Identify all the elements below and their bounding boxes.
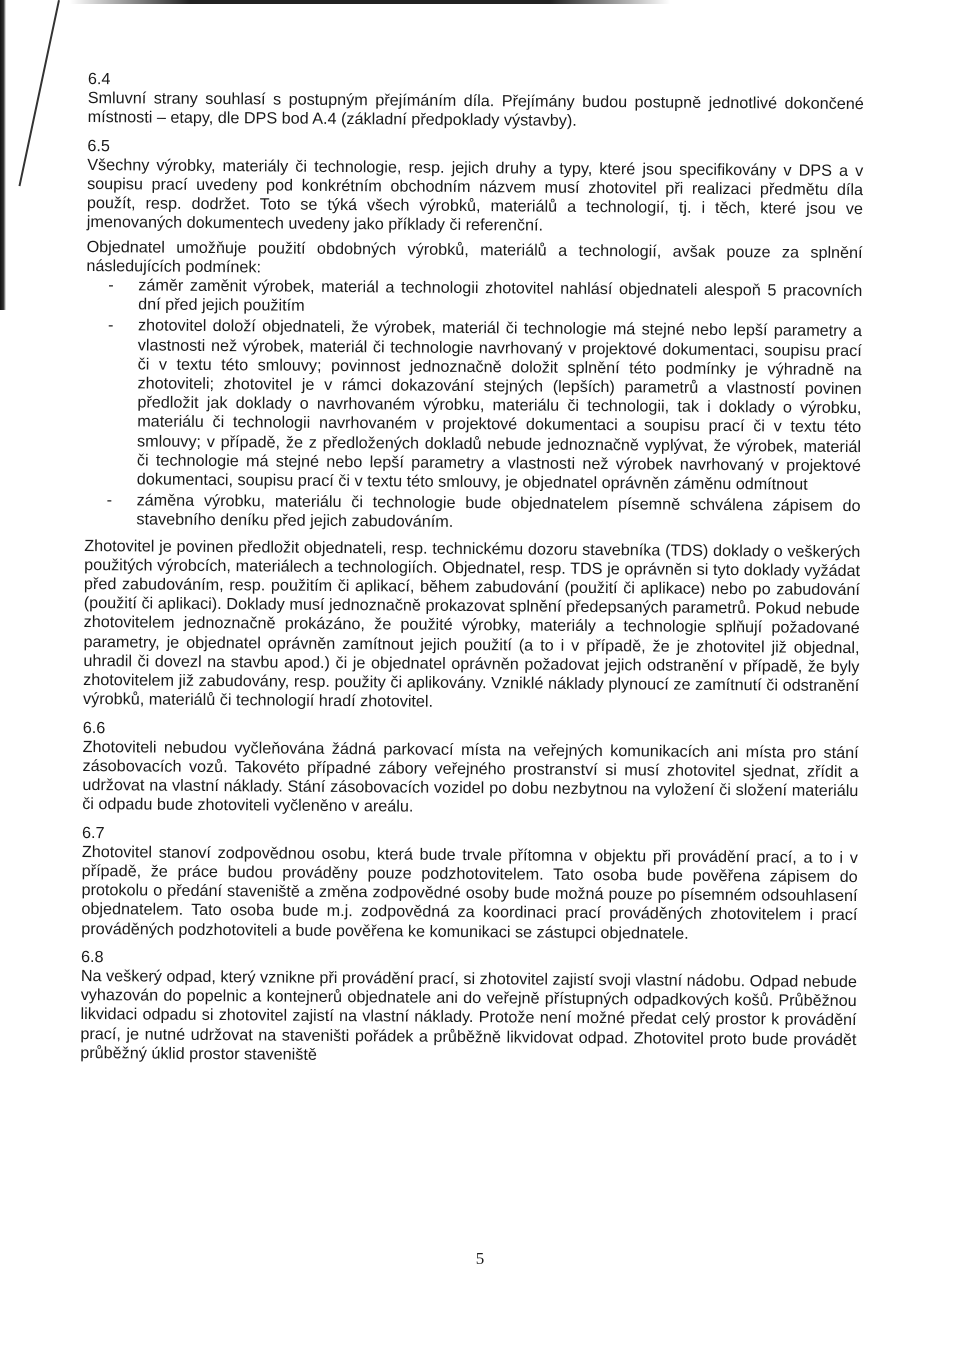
- condition-item: - záměr zaměnit výrobek, materiál a technologii zhotovitel nahlásí objednateli alespoň 5 pracovních dní před jejich použitím: [138, 276, 862, 320]
- section-paragraph: Zhotoviteli nebudou vyčleňována žádná parkovací místa na veřejných komunikacích ani místa pro stání zásobovacích vozů. Takovéto případné zábory veřejného prostranství si musí zhotovitel sjednat, zřídit a udržovat na vlastní náklady. Stání zásobovacích vozidel po dobu nezbytnou na vyložení či složení materiálu či odpadu bude zhotoviteli vyčleněno v areálu.: [82, 737, 859, 816]
- section-6-8: [80, 948, 857, 1069]
- section-6-7: [81, 823, 858, 944]
- condition-item: - záměna výrobku, materiálu či technologie bude objednatelem písemně schválena zápisem do stavebního deníku před jejich zabudováním.: [136, 492, 860, 536]
- section-6-4: [88, 70, 864, 134]
- scan-shadow-top: [70, 0, 670, 4]
- section-paragraph: Zhotovitel stanoví zodpovědnou osobu, která bude trvale přítomna v objektu při provádění prací, a to i v případě, že práce budou prováděny pouze podzhotovitelem. Tato osoba bude pověřena zápisem do protokolu o předání staveniště a změna zodpovědné osoby bude možná pouze po písemném odsouhlasení objednatelem. Tato osoba bude m.j. zodpovědná za koordinaci prací prováděných zhotovitelem i prací prováděných podzhotoviteli a bude pověřena ke komunikaci se zástupci objednatele.: [81, 842, 858, 943]
- section-number: 6.7: [81, 823, 105, 842]
- condition-item: - zhotovitel doloží objednateli, že výrobek, materiál či technologie má stejné nebo lepší parametry a vlastnosti než výrobek, materiál či technologie navrhovaný v projektové dokumentaci, soupisu prací či v textu této smlouvy; povinnost jednoznačně doložit splnění této podmínky je výhradně na zhotoviteli; zhotovitel je v rámci dokazování stejných (lepších) parametrů a vlastností povinen předložit jak doklady o navrhovaném výrobku, materiálu či technologii, tak i doklady o výrobku, materiálu či technologii navrhovaném v projektové dokumentaci a soupisu prací či v textu této smlouvy; v případě, že z předložených dokladů nebude jednoznačně vyplývat, že výrobek, materiál či technologie má stejné nebo lepší parametry a vlastnosti než výrobek navrhovaný v projektové dokumentaci, soupisu prací či v textu této smlouvy, je objednatel oprávněn záměnu odmítnout: [137, 317, 862, 496]
- section-number: 6.6: [82, 718, 106, 737]
- section-paragraph: Smluvní strany souhlasí s postupným přejímáním díla. Přejímány budou postupně jednotlivé dokončené místnosti – etapy, dle DPS bod A.4 (základní předpoklady výstavby).: [87, 89, 864, 131]
- page-number: 5: [475, 1249, 485, 1268]
- section-6-6: [82, 718, 859, 820]
- section-paragraph: Zhotovitel je povinen předložit objednateli, resp. technickému dozoru stavebníka (TDS) doklady o veškerých použitých výrobcích, materiálech a technologiích. Objednatel, resp. TDS je oprávněn si tyto doklady vyžádat před zabudováním, resp. použitím či aplikací, během zabudování (použití či aplikace) nebo po zabudování (použití či aplikaci). Doklady musí jednoznačně prokazovat splnění předepsaných parametrů. Pokud nebude zhotovitelem jednoznačně prokázáno, že použité výrobky, materiály a technologie splňují požadované parametry, je objednatel oprávněn zamítnout jejich použití (a to i v případě, že je zhotovitel již objednal, uhradil či dovezl na stavbu apod.) či je objednatel oprávněn požadovat jejich odstranění v případě, že byly zhotovitelem již zabudovány, resp. použity či aplikovány. Vzniklé náklady plynoucí ze zamítnutí či odstranění výrobků, materiálů či technologií hradí zhotovitel.: [82, 536, 861, 712]
- section-paragraph: Objednatel umožňuje použití obdobných výrobků, materiálů a technologií, avšak pouze za splnění následujících podmínek:: [86, 237, 863, 277]
- section-number: 6.8: [80, 947, 104, 966]
- section-paragraph: Všechny výrobky, materiály či technologie, resp. jejich druhy a typy, které jsou specifikovány v DPS a v soupisu prací uvedeny pod konkrétním obchodním názvem musí zhotovitel při realizaci předmětu díla použít, resp. dodržet. Toto se týká všech výrobků, materiálů a technologií, tj. i těch, které jsou ve jmenovaných dokumentech uvedeny jako příklady či referenční.: [86, 155, 864, 235]
- document-page: [80, 70, 864, 1069]
- section-number: 6.5: [87, 136, 110, 155]
- section-6-5: [83, 137, 863, 716]
- section-number: 6.4: [87, 70, 111, 89]
- section-paragraph: Na veškerý odpad, který vznikne při provádění prací, si zhotovitel zajistí svoji vlastní nádobu. Odpad nebude vyhazován do popelnic a kontejnerů objednatele ani do veřejně přístupných odpadkových košů. Průběžnou likvidaci odpadu si zhotovitel zajistí na vlastní náklady. Protože není možné předat celý prostor k provádění prací, je nutné udržovat na staveništi pořádek a průběžně likvidovat odpad. Zhotovitel proto bude provádět průběžný úklid prostor staveniště: [80, 966, 857, 1064]
- conditions-list: [84, 276, 862, 536]
- scan-shadow-left: [0, 0, 6, 310]
- scan-artifact-line: [18, 0, 59, 186]
